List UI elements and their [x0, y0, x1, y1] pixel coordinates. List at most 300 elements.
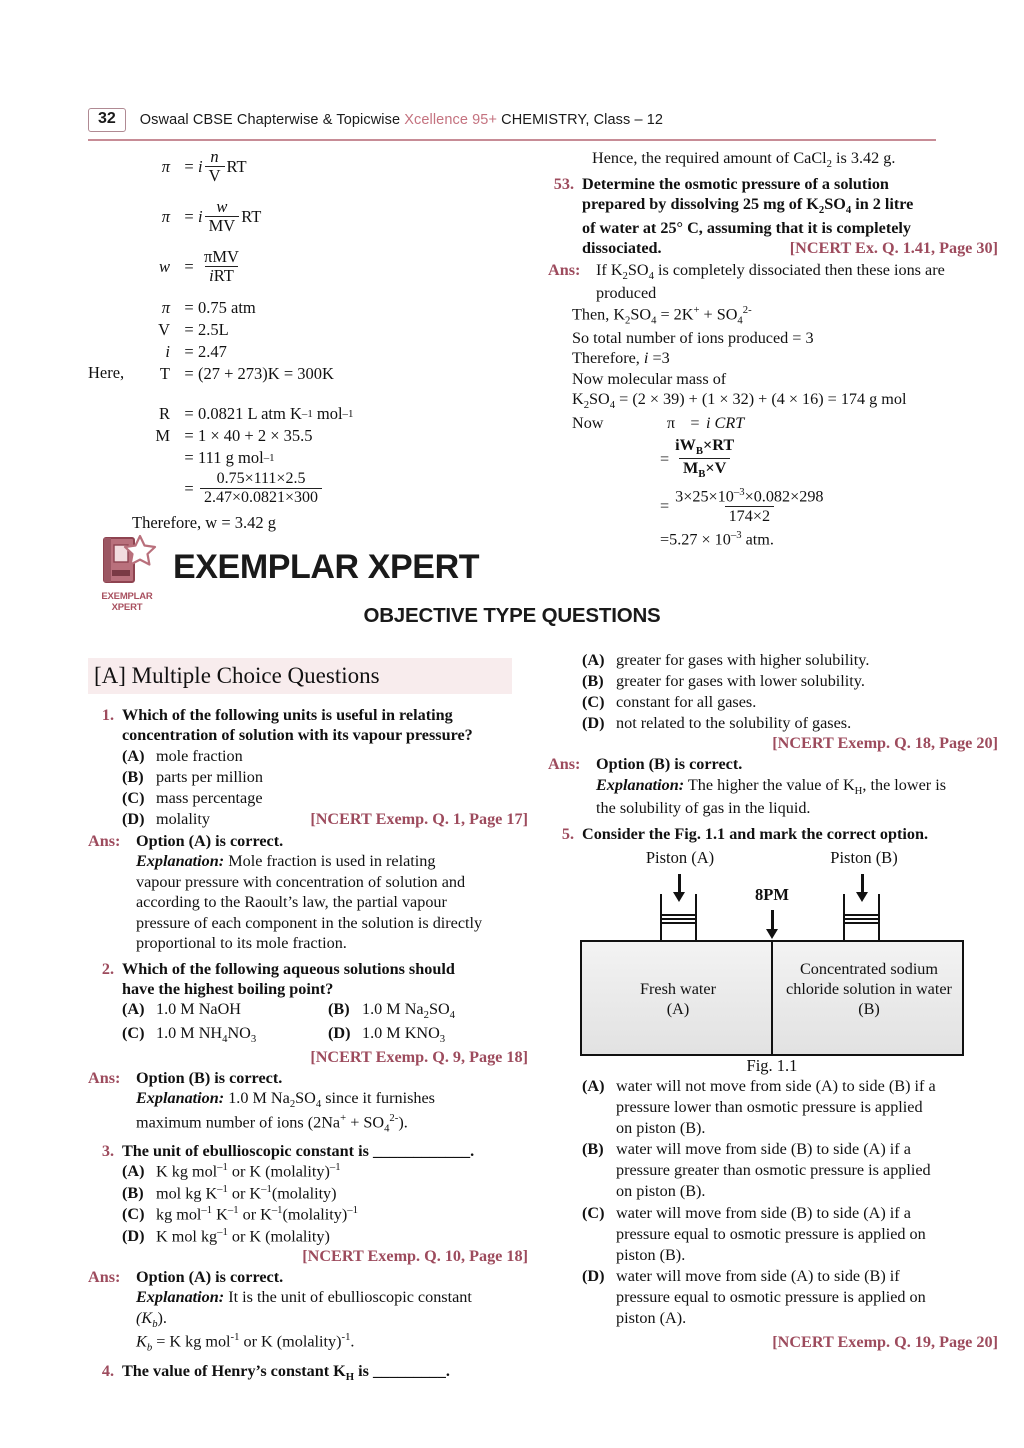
q53-line-3: of water at 25° C, assuming that it is completely [582, 218, 911, 237]
q53-ncert-ref: [NCERT Ex. Q. 1.41, Page 30] [789, 239, 998, 258]
exemplar-xpert-banner [88, 528, 936, 648]
f1d-a: M [682, 459, 699, 478]
a1-expl-l3: according to the Raoult’s law, the partial vapour [136, 893, 447, 912]
rt-term-2: RT [241, 207, 262, 227]
q3b-p1: –1 [217, 1182, 228, 1195]
q5d-l2: pressure equal to osmotic pressure is applied on [616, 1287, 926, 1306]
q5b-l2: pressure greater than osmotic pressure is applied [616, 1161, 931, 1180]
math-row-w [88, 248, 528, 286]
q2c-b: NO [227, 1024, 251, 1043]
q53-l2-a: prepared by dissolving 25 mg of K [582, 195, 819, 214]
membrane-arrow-head [766, 929, 778, 939]
q1-opt-c-label: (C) [122, 788, 145, 807]
questions-column-right [548, 650, 998, 1352]
q53-l4-a: dissociated. [582, 239, 662, 258]
q5-opt-b-text [616, 1139, 998, 1202]
question-3-number: 3. [101, 1141, 114, 1160]
a2-expl-line-2 [136, 1112, 528, 1136]
a4-expl-label: Explanation: [596, 775, 685, 794]
q1-opt-b-text: parts per million [156, 767, 263, 786]
objective-type-questions-title: OBJECTIVE TYPE QUESTIONS [363, 604, 661, 627]
q53-line-1: Determine the osmotic pressure of a solution [582, 174, 889, 193]
hence-text: Hence, the required amount of CaCl [592, 149, 827, 167]
q2-opt-a-label: (A) [122, 1000, 145, 1019]
a2e-c: since it furnishes [321, 1088, 435, 1107]
hence-rest: is 3.42 g. [831, 149, 896, 167]
q3a-p1: –1 [217, 1161, 228, 1174]
therefore-line: Therefore, w = 3.42 g [132, 513, 277, 533]
a1-expl-l1: Mole fraction is used in relating [224, 852, 436, 871]
q4-text-a: The value of Henry’s constant K [122, 1361, 346, 1380]
q2-ncert-ref: [NCERT Exemp. Q. 9, Page 18] [310, 1047, 528, 1066]
question-4-option-a[interactable] [548, 650, 998, 671]
a3e-l3sup: -1 [230, 1331, 240, 1344]
question-2-options-row-2 [88, 1023, 528, 1047]
a2-expl-line-1 [136, 1088, 528, 1112]
q4-opt-a-text: greater for gases with higher solubility. [616, 651, 870, 669]
a53-line-6: Now molecular mass of [572, 369, 727, 388]
q2-opt-d-label: (D) [328, 1024, 351, 1043]
q3b-p4: (molality) [271, 1183, 337, 1202]
answer-1-body [136, 831, 528, 953]
question-3-option-a[interactable] [88, 1161, 528, 1182]
a3e-l2s: b [152, 1318, 158, 1330]
q2-opt-a-text: 1.0 M NaOH [156, 1000, 241, 1019]
piston-a-label: Piston (A) [645, 848, 715, 868]
question-4-option-d[interactable] [548, 713, 998, 734]
question-4-number: 4. [101, 1361, 114, 1380]
a53-l3-s1: 2 [625, 314, 631, 327]
equals-sign-10: = [184, 448, 194, 468]
question-4 [88, 1361, 528, 1385]
q1-opt-d-text: molality [156, 810, 210, 828]
q3-opt-c-label: (C) [122, 1205, 145, 1224]
a4-option-correct: Option (B) is correct. [596, 755, 743, 774]
question-3-ncert-ref-row [88, 1247, 528, 1266]
a1-expl-label: Explanation: [136, 852, 225, 871]
equals-sign-7: = [184, 364, 194, 384]
piston-a-plate-3 [661, 922, 696, 924]
final-sup: –3 [730, 529, 742, 542]
q2b-sub: 2 [423, 1009, 429, 1022]
q2c-sub2: 3 [250, 1033, 257, 1046]
q2c-sub: 4 [222, 1033, 228, 1046]
a3e-l1: It is the unit of ebullioscopic constant [224, 1288, 472, 1307]
cylinder-a [660, 894, 697, 940]
semipermeable-membrane [771, 940, 773, 1056]
q2d-sub: 3 [439, 1033, 446, 1046]
q2-line-1: Which of the following aqueous solutions should [122, 959, 455, 978]
a1-option-correct: Option (A) is correct. [136, 832, 284, 851]
page-title [140, 112, 663, 128]
a53-line-4: So total number of ions produced = 3 [572, 328, 814, 347]
question-2-option-d[interactable] [328, 1023, 445, 1047]
q5b-l1: water will move from side (B) to side (A) if a [616, 1140, 911, 1159]
q3c-p0: kg mol [156, 1205, 202, 1224]
fraction-w-over-mv [205, 198, 240, 236]
q3c-p3: –1 [227, 1204, 239, 1217]
fraction-n-over-v [205, 148, 225, 186]
q3d-p0: K mol kg [156, 1226, 218, 1245]
q53-l2-sub2: 4 [845, 204, 852, 217]
piston-b-arrow-stem [861, 874, 864, 893]
question-2-option-a[interactable] [122, 999, 328, 1023]
math-rhs-final [198, 470, 324, 507]
question-4-body [122, 1361, 528, 1385]
fraction-final-osmotic [671, 487, 827, 526]
frac1-numerator [671, 437, 738, 458]
a53-l3-d: + SO [699, 305, 738, 324]
math-row-final-fraction [88, 470, 528, 507]
question-5 [548, 824, 998, 844]
math-value-t: (27 + 273)K = 300K [198, 364, 334, 384]
question-5-ncert-ref-row [548, 1333, 998, 1352]
a3e-l2b: ). [157, 1308, 167, 1327]
question-2-body [122, 959, 528, 1000]
q3c-p1: –1 [201, 1204, 213, 1217]
q3-opt-c-text [156, 1204, 528, 1225]
question-1-option-b[interactable] [88, 767, 528, 788]
math-lhs-w: w [158, 257, 170, 277]
q3b-p0: mol kg K [156, 1183, 218, 1202]
math-value-m2 [198, 448, 275, 468]
question-3 [88, 1141, 528, 1161]
question-53-number: 53. [553, 174, 574, 193]
left-column-math [88, 148, 528, 533]
question-53-body [582, 174, 998, 259]
a3e-l2a: (K [136, 1308, 153, 1327]
q2-opt-d-text [362, 1023, 445, 1047]
q53-l2-sub1: 2 [818, 204, 825, 217]
math-row-t-value [88, 364, 528, 384]
question-1-option-d[interactable] [88, 809, 528, 830]
a53-frac1-row [660, 437, 998, 481]
a53-icrt: i CRT [706, 413, 745, 432]
a53-frac2-row [660, 487, 998, 526]
final-fraction [200, 470, 322, 507]
q5c-l2: pressure equal to osmotic pressure is applied on [616, 1224, 926, 1243]
a2e2-sub: 4 [384, 1122, 390, 1135]
q3-opt-d-text [156, 1226, 528, 1247]
q4-opt-b-label: (B) [582, 672, 604, 691]
a4e-a: The higher the value of K [684, 775, 855, 794]
question-1-body [122, 705, 528, 746]
math-row-i-value [88, 342, 528, 362]
figure-caption: Fig. 1.1 [746, 1056, 798, 1076]
a53-l1-c: is completely dissociated then these ions are [653, 260, 945, 279]
math-lhs-pi-2: π [161, 207, 170, 227]
answer-4-tag: Ans: [548, 755, 581, 774]
piston-b-plate-2 [844, 918, 879, 920]
piston-b-plate-1 [844, 914, 879, 916]
exemplar-xpert-title: EXEMPLAR XPERT [173, 548, 480, 586]
math-lhs-t: T [159, 364, 170, 384]
r-sup-1: –1 [301, 408, 313, 421]
fraction-iwb-rt-over-mb-v [671, 437, 738, 481]
question-4-option-c[interactable] [548, 692, 998, 713]
question-2-ncert-ref-row [88, 1048, 528, 1067]
q4-ncert-ref: [NCERT Exemp. Q. 18, Page 20] [772, 734, 998, 753]
equals-sign: = [184, 157, 194, 177]
q5a-l2: pressure lower than osmotic pressure is applied [616, 1098, 923, 1117]
q5-opt-c-label: (C) [582, 1203, 605, 1222]
q1-ncert-ref: [NCERT Exemp. Q. 1, Page 17] [310, 810, 528, 828]
math-value-v: 2.5L [198, 320, 229, 340]
f1d-sub: B [698, 468, 706, 481]
hence-sub: 2 [826, 158, 832, 171]
answer-4 [548, 754, 998, 819]
question-5-body: Consider the Fig. 1.1 and mark the correct option. [582, 824, 929, 843]
q5-opt-b-label: (B) [582, 1140, 604, 1159]
question-1-option-a[interactable] [88, 746, 528, 767]
rt-term: RT [226, 157, 247, 177]
header-divider [88, 139, 936, 141]
fraction-denominator-2: MV [205, 216, 240, 236]
question-2-option-b[interactable] [328, 999, 455, 1023]
q3c-p7: –1 [347, 1204, 358, 1217]
question-1-option-c[interactable] [88, 788, 528, 809]
a3e-l3a: K [136, 1332, 147, 1351]
q3-ncert-ref: [NCERT Exemp. Q. 10, Page 18] [302, 1246, 528, 1265]
a3-expl-line-3 [136, 1331, 528, 1355]
a4-expl-line-1 [596, 775, 998, 799]
q5a-l1: water will not move from side (A) to side (B) if a [616, 1077, 936, 1096]
equals-sign-5: = [184, 320, 194, 340]
q5c-l3: piston (B). [616, 1245, 686, 1264]
piston-a-plate-2 [661, 918, 696, 920]
a2e-s2: 4 [315, 1098, 322, 1111]
answer-53 [548, 260, 998, 551]
q3-opt-b-label: (B) [122, 1183, 144, 1202]
a53-line-3 [572, 304, 998, 328]
m2-val-a: 111 g mol [198, 448, 264, 468]
questions-column-left [88, 700, 528, 1384]
q2-opt-b-text [362, 999, 455, 1023]
question-3-option-b[interactable] [88, 1183, 528, 1204]
q3-opt-b-text [156, 1183, 528, 1204]
equals-sign-3: = [184, 257, 194, 277]
a3-expl-line-1 [136, 1287, 528, 1307]
answer-53-body [572, 260, 998, 551]
q3a-p0: K kg mol [156, 1162, 218, 1181]
a53-l1-a: If K [596, 260, 623, 279]
tank-left-line1: Fresh water [640, 980, 716, 999]
q1-opt-b-label: (B) [122, 767, 144, 786]
math-rhs-3 [198, 248, 245, 286]
q5-opt-a-label: (A) [582, 1077, 605, 1096]
a2e2-sup: + [340, 1111, 347, 1124]
a2-option-correct: Option (B) is correct. [136, 1068, 283, 1087]
q5-opt-d-label: (D) [582, 1266, 605, 1285]
equals-sign-8: = [184, 404, 194, 424]
q4-text-b: is _________. [354, 1361, 450, 1380]
q3c-p6: (molality) [282, 1205, 348, 1224]
final-fraction-numerator: 0.75×111×2.5 [216, 470, 306, 488]
fraction-numerator-3: πMV [204, 247, 239, 267]
question-5-option-b[interactable] [548, 1139, 998, 1202]
math-row-pi-value [88, 298, 528, 318]
answer-1-tag: Ans: [88, 832, 121, 851]
piston-a-arrow-stem [678, 874, 681, 893]
math-value-r [198, 404, 353, 424]
math-rhs-2 [198, 198, 261, 236]
equals-sign-4: = [184, 298, 194, 318]
q5d-l3: piston (A). [616, 1308, 687, 1327]
math-value-m: 1 × 40 + 2 × 35.5 [198, 426, 313, 446]
q3-opt-a-text [156, 1161, 528, 1182]
question-3-option-c[interactable] [88, 1204, 528, 1225]
equals-sign-6: = [184, 342, 194, 362]
q1-line-2: concentration of solution with its vapour pressure? [122, 726, 473, 745]
math-rhs [198, 148, 247, 186]
question-2 [88, 959, 528, 1000]
q3c-p2: K [212, 1205, 228, 1224]
math-lhs-v: V [158, 320, 170, 340]
answer-2 [88, 1068, 528, 1136]
a53-l1-s2: 4 [648, 269, 654, 282]
cylinder-b [843, 894, 880, 940]
a53-l1-s1: 2 [622, 269, 628, 282]
a2e2-a: maximum number of ions (2Na [136, 1113, 341, 1132]
answer-53-tag: Ans: [548, 260, 581, 279]
membrane-label: 8PM [755, 885, 789, 905]
a2-expl-label: Explanation: [136, 1088, 225, 1107]
page-number-badge: 32 [88, 108, 126, 131]
a2e2-b: + SO [346, 1113, 385, 1132]
tank-left-label [592, 980, 764, 1020]
q1-opt-c-text: mass percentage [156, 788, 263, 807]
a53-l3-s2: 4 [651, 314, 657, 327]
a2e-s1: 2 [289, 1098, 296, 1111]
q4-opt-c-text: constant for all gases. [616, 693, 757, 712]
book-star-icon [96, 534, 158, 586]
a1-explanation [136, 851, 528, 953]
a1-expl-l2: vapour pressure with concentration of solution and [136, 872, 466, 891]
math-row-m-result [88, 448, 528, 468]
tank-right-label: Concentrated sodium chloride solution in water (B) [786, 960, 952, 1018]
question-1 [88, 705, 528, 746]
q2b-a: 1.0 M Na [362, 1000, 424, 1019]
r-sup-2: –1 [342, 408, 354, 421]
math-lhs-pi-3: π [161, 298, 170, 318]
math-lhs-r: R [158, 404, 170, 424]
q3b-p2: or K [227, 1183, 262, 1202]
q53-line-2 [582, 194, 998, 218]
final-b: atm. [741, 530, 774, 549]
question-3-option-d[interactable] [88, 1226, 528, 1247]
var-i: i [198, 157, 203, 177]
question-5-option-d[interactable] [548, 1266, 998, 1329]
q4-opt-d-text: not related to the solubility of gases. [616, 714, 852, 733]
question-4-option-b[interactable] [548, 671, 998, 692]
a53-frac2-eq: = [660, 496, 670, 515]
a53-now-row [572, 413, 998, 433]
answer-3-body [136, 1267, 528, 1356]
a53-l3-a: Then, K [572, 305, 626, 324]
equals-sign-11: = [184, 478, 194, 498]
fraction-numerator: n [210, 147, 219, 166]
a3e-l3d: . [350, 1332, 355, 1351]
a53-line-5: Therefore, i =3 [572, 349, 670, 368]
math-lhs-m: M [155, 426, 170, 446]
q3c-p5: –1 [271, 1204, 283, 1217]
a53-l3-sup2: 2- [742, 303, 752, 316]
question-2-number: 2. [101, 959, 114, 978]
exemplar-xpert-logo [90, 534, 164, 612]
piston-a-plate-1 [661, 914, 696, 916]
a3-option-correct: Option (A) is correct. [136, 1267, 284, 1286]
math-row-pi-w [88, 198, 528, 236]
math-value-pi: 0.75 atm [198, 298, 256, 318]
a3e-l3b: = K kg mol [152, 1332, 231, 1351]
f2n-a: 3×25×10 [675, 486, 734, 505]
r-val-b: mol [316, 404, 343, 424]
q3d-p2: or K (molality) [227, 1226, 330, 1245]
question-4-ncert-ref-row [548, 734, 998, 753]
a53-l3-b: SO [630, 305, 652, 324]
q3d-p1: –1 [217, 1225, 228, 1238]
a1-expl-l5: proportional to its mole fraction. [136, 934, 347, 953]
here-label: Here, [88, 363, 125, 382]
fraction-denominator-3: iRT [205, 266, 238, 286]
page-header [88, 104, 936, 136]
answer-3-tag: Ans: [88, 1267, 121, 1286]
a3e-l3c: or K (molality) [239, 1332, 342, 1351]
piston-b-plate-3 [844, 922, 879, 924]
answer-3 [88, 1267, 528, 1356]
header-title-part1: Oswaal CBSE Chapterwise & Topicwise [139, 112, 405, 128]
math-row-v-value [88, 320, 528, 340]
q4-opt-d-label: (D) [582, 714, 605, 733]
question-2-options-row-1 [88, 999, 528, 1023]
a53-now-label: Now [572, 413, 604, 432]
f1n-a: iW [675, 436, 696, 455]
membrane-arrow-stem [771, 910, 774, 930]
q5c-l1: water will move from side (B) to side (A) if a [616, 1203, 911, 1222]
f1n-sub: B [695, 445, 703, 458]
header-brand: Xcellence 95+ [404, 112, 498, 128]
a53-l7-s1: 2 [583, 399, 590, 412]
math-lhs-i: i [165, 342, 170, 362]
a53-eq: = [690, 413, 700, 432]
q2b-sub2: 4 [449, 1009, 455, 1022]
question-2-option-c[interactable] [122, 1023, 328, 1047]
a2e2-sup2: 2- [389, 1111, 399, 1124]
a4-expl-line-2: the solubility of gas in the liquid. [596, 799, 811, 818]
q3a-p3: –1 [329, 1161, 341, 1174]
q1-opt-d-label: (D) [122, 810, 145, 828]
var-i-2: i [198, 207, 203, 227]
question-5-option-a[interactable] [548, 1076, 998, 1139]
math-value-i: 2.47 [198, 342, 227, 362]
a1-expl-l4: pressure of each component in the solution is directly [136, 913, 483, 932]
q3-opt-d-label: (D) [122, 1226, 145, 1245]
q4-opt-b-text: greater for gases with lower solubility. [616, 672, 865, 691]
answer-2-tag: Ans: [88, 1068, 121, 1087]
q53-l2-b: SO [824, 195, 846, 214]
q2c-a: 1.0 M NH [156, 1024, 223, 1043]
question-5-option-c[interactable] [548, 1203, 998, 1266]
fraction-pimv-over-irt [200, 248, 243, 286]
a53-l3-c: = 2K [656, 305, 694, 324]
a53-line-7 [572, 389, 998, 413]
fraction-denominator: V [205, 166, 225, 186]
q3-opt-a-label: (A) [122, 1162, 145, 1181]
math-lhs-pi: π [161, 157, 170, 177]
q53-line-4 [582, 238, 998, 258]
a53-frac1-eq: = [660, 449, 670, 468]
mcq-section-header [88, 658, 512, 694]
